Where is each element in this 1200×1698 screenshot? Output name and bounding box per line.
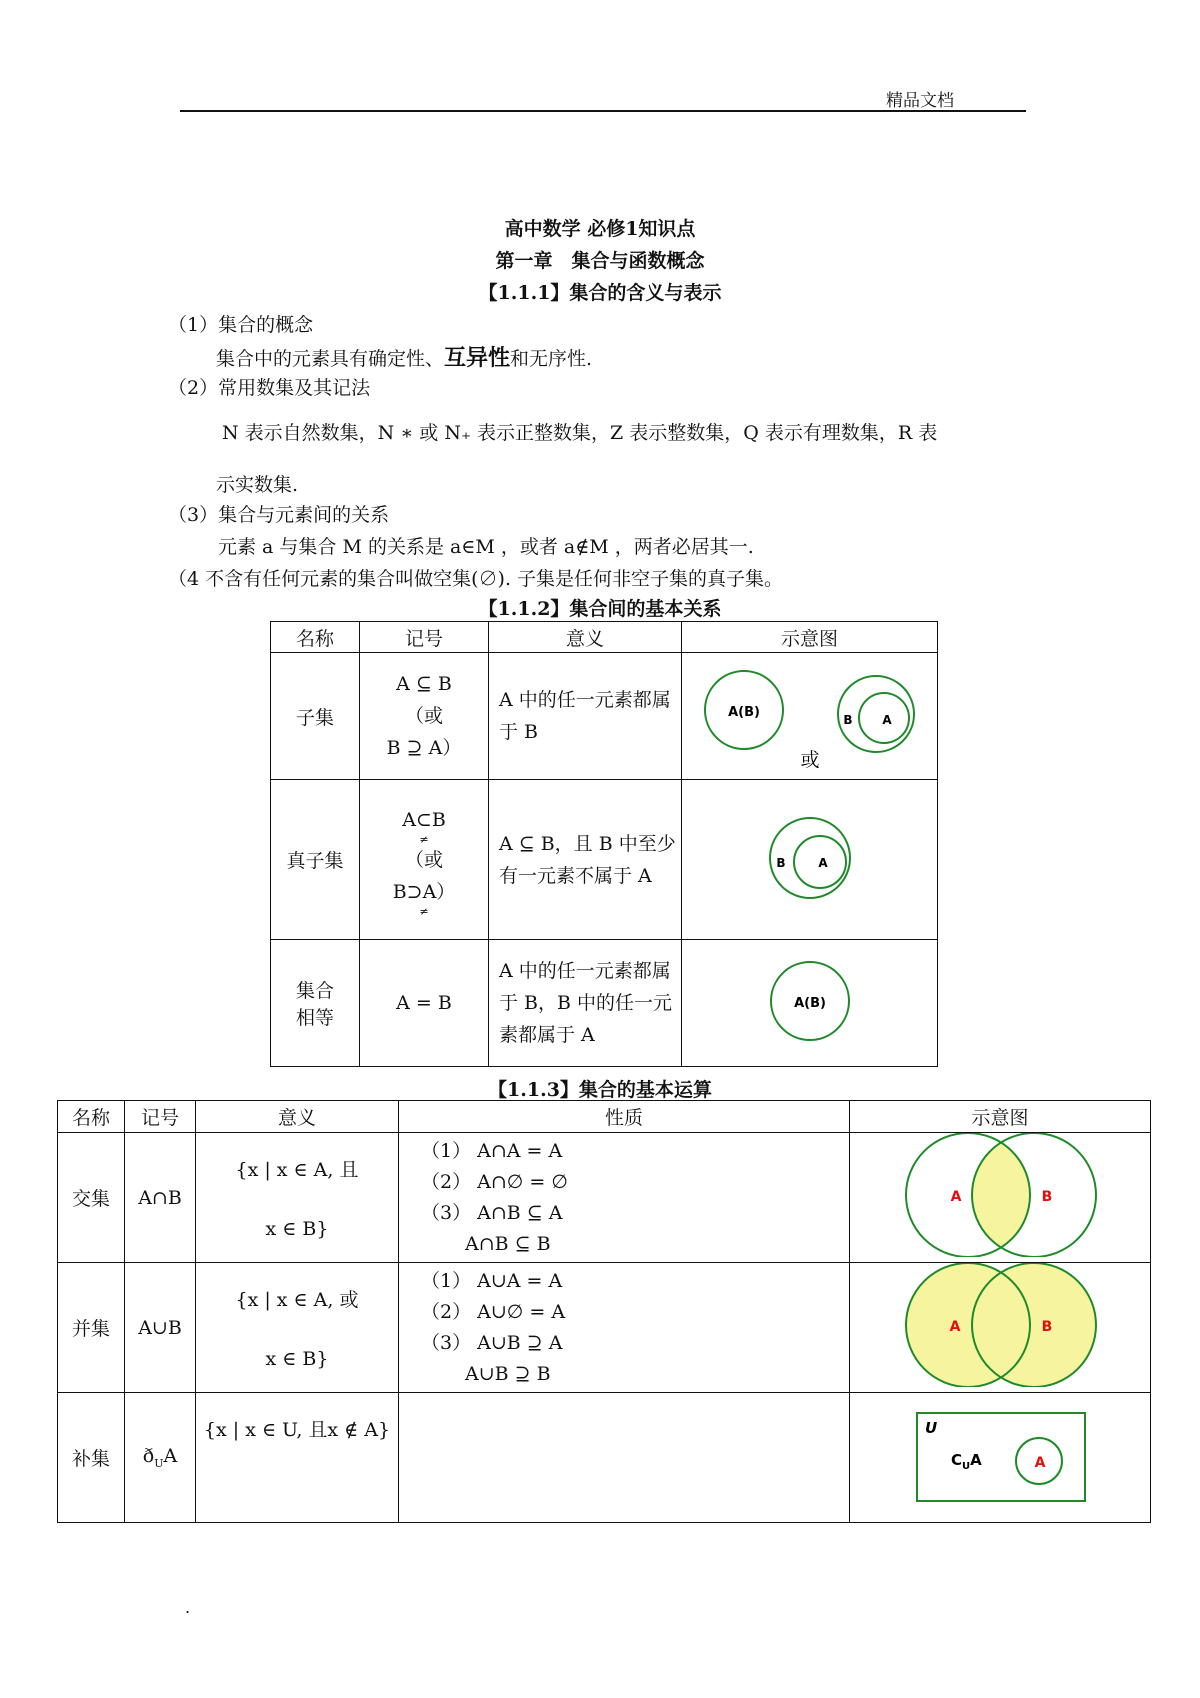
complement-label-a: A [970,1451,982,1469]
t1-equal-meaning: A 中的任一元素都属于 B，B 中的任一元素都属于 A [489,940,682,1067]
complement-label-c: C [951,1451,963,1469]
complement-diagram [851,1393,1149,1517]
t1-header-name: 名称 [271,622,360,653]
t1-subset-name: 子集 [271,653,360,780]
t1-header-symbol: 记号 [360,622,489,653]
t1-subset-meaning: A 中的任一元素都属于 B [489,653,682,780]
t2-inter-prop-4: A∩B ⊆ B [421,1232,551,1255]
para-2-line-1: N 表示自然数集，N ∗ 或 N₊ 表示正整数集，Z 表示整数集，Q 表示有理数集，R 表 [222,422,938,444]
t1-equal-name-2: 相等 [295,1007,334,1029]
t2-header-property: 性质 [399,1101,850,1133]
universe-label: U [925,1419,938,1437]
t2-inter-props [399,1133,850,1263]
footer-dot: . [185,1598,191,1617]
t2-union-props [399,1263,850,1393]
t2-union-prop-3: （3） A∪B ⊇ A [421,1331,563,1354]
union-venn [851,1263,1149,1387]
para-1-body [216,341,592,372]
t1-subset-symbol [360,653,489,780]
t2-row-intersection [58,1133,1151,1263]
t2-comp-name: 补集 [58,1393,125,1523]
t2-row-union [58,1263,1151,1393]
t1-equal-name [271,940,360,1067]
t2-inter-meaning [196,1133,399,1263]
para-1-text-b: 互异性 [444,346,511,371]
t2-comp-sym: ð [142,1445,155,1468]
t2-union-meaning-2: x ∈ B} [265,1348,329,1370]
equal-venn [684,951,936,1051]
relations-table [270,621,938,1067]
t2-inter-prop-2: （2） A∩∅ = ∅ [421,1170,568,1193]
page-header-text: 精品文档 [886,91,954,111]
section-title-113: 【1.1.3】集合的基本运算 [488,1079,712,1101]
t1-header-meaning: 意义 [489,622,682,653]
t2-comp-props [399,1393,850,1523]
para-1-heading: （1）集合的概念 [168,314,314,336]
inter-label-b: B [1041,1189,1053,1205]
para-3-heading: （3）集合与元素间的关系 [168,504,390,526]
subset-label-ab: A(B) [727,704,760,720]
t2-inter-diagram [850,1133,1151,1263]
t2-comp-sym-sub: U [154,1456,164,1470]
t2-union-symbol: A∪B [125,1263,196,1393]
t1-subset-diagram [682,653,938,780]
t1-subset-sym3: B ⊇ A） [386,737,462,759]
t2-union-name: 并集 [58,1263,125,1393]
t2-inter-meaning-2: x ∈ B} [265,1218,329,1240]
t2-union-prop-1: （1） A∪A = A [421,1269,563,1292]
t1-proper-sym1: A⊂B [402,808,446,831]
t2-row-complement [58,1393,1151,1523]
para-1-text-a: 集合中的元素具有确定性、 [216,348,445,370]
t1-proper-sym2: （或 [404,848,443,871]
t2-header-name: 名称 [58,1101,125,1133]
para-2-line-2: 示实数集. [216,474,299,496]
para-1-text-c: 和无序性. [510,348,593,370]
header-rule [180,110,1026,112]
t2-comp-meaning: {x | x ∈ U, 且x ∉ A} [196,1393,399,1523]
t1-proper-sym3-sub: ≠ [419,904,429,918]
t2-inter-meaning-1: {x | x ∈ A, 且 [235,1159,359,1181]
intersection-venn [851,1133,1149,1257]
t1-equal-symbol: A = B [360,940,489,1067]
inter-label-a: A [950,1189,962,1205]
subset-venn [684,654,936,774]
proper-subset-venn [684,802,936,912]
t1-proper-symbol [360,780,489,940]
union-label-b: B [1041,1319,1053,1335]
t1-row-proper-subset [271,780,938,940]
t1-row-equal [271,940,938,1067]
para-3-line: 元素 a 与集合 M 的关系是 a∈M ，或者 a∉M ，两者必居其一. [218,536,754,558]
t2-comp-symbol [125,1393,196,1523]
t1-subset-sym2: （或 [404,705,443,727]
t2-union-prop-2: （2） A∪∅ = A [421,1300,566,1323]
subset-label-a: A [881,712,892,727]
t1-proper-meaning: A ⊆ B，且 B 中至少有一元素不属于 A [489,780,682,940]
t2-comp-diagram [850,1393,1151,1523]
operations-table [57,1100,1151,1523]
t2-comp-sym-tail: A [163,1445,178,1468]
equal-label-ab: A(B) [793,995,826,1011]
universe-rect [917,1413,1085,1501]
t2-union-meaning-1: {x | x ∈ A, 或 [235,1289,359,1311]
t2-inter-prop-3: （3） A∩B ⊆ A [421,1201,563,1224]
t1-equal-diagram [682,940,938,1067]
section-title-112: 【1.1.2】集合间的基本关系 [478,598,722,620]
complement-label [951,1451,982,1472]
t1-proper-sym1-sub: ≠ [419,832,429,846]
complement-label-sub: U [962,1461,971,1472]
t1-proper-name: 真子集 [271,780,360,940]
t1-header-diagram: 示意图 [682,622,938,653]
complement-circle-label: A [1034,1455,1046,1471]
para-4-line: （4 不含有任何元素的集合叫做空集(∅). 子集是任何非空子集的真子集。 [168,568,784,590]
proper-label-a: A [817,856,828,870]
t2-header-symbol: 记号 [125,1101,196,1133]
chapter-title: 第一章 集合与函数概念 [495,250,705,272]
para-2-heading: （2）常用数集及其记法 [168,377,371,399]
t2-inter-symbol: A∩B [125,1133,196,1263]
t2-union-meaning [196,1263,399,1393]
t1-row-subset [271,653,938,780]
section-title-111: 【1.1.1】集合的含义与表示 [478,282,722,304]
t1-proper-diagram [682,780,938,940]
t2-header-diagram: 示意图 [850,1101,1151,1133]
t2-header-meaning: 意义 [196,1101,399,1133]
main-title: 高中数学 必修1知识点 [504,218,696,240]
t1-proper-sym3: B⊃A） [392,880,456,903]
subset-label-b: B [842,712,853,727]
t2-inter-name: 交集 [58,1133,125,1263]
t1-equal-name-1: 集合 [295,980,334,1002]
union-label-a: A [949,1319,961,1335]
proper-label-b: B [775,856,786,870]
t1-subset-sym1: A ⊆ B [396,673,452,695]
t2-union-prop-4: A∪B ⊇ B [421,1362,551,1385]
subset-or-text: 或 [799,748,820,771]
t2-union-diagram [850,1263,1151,1393]
t2-inter-prop-1: （1） A∩A = A [421,1139,563,1162]
